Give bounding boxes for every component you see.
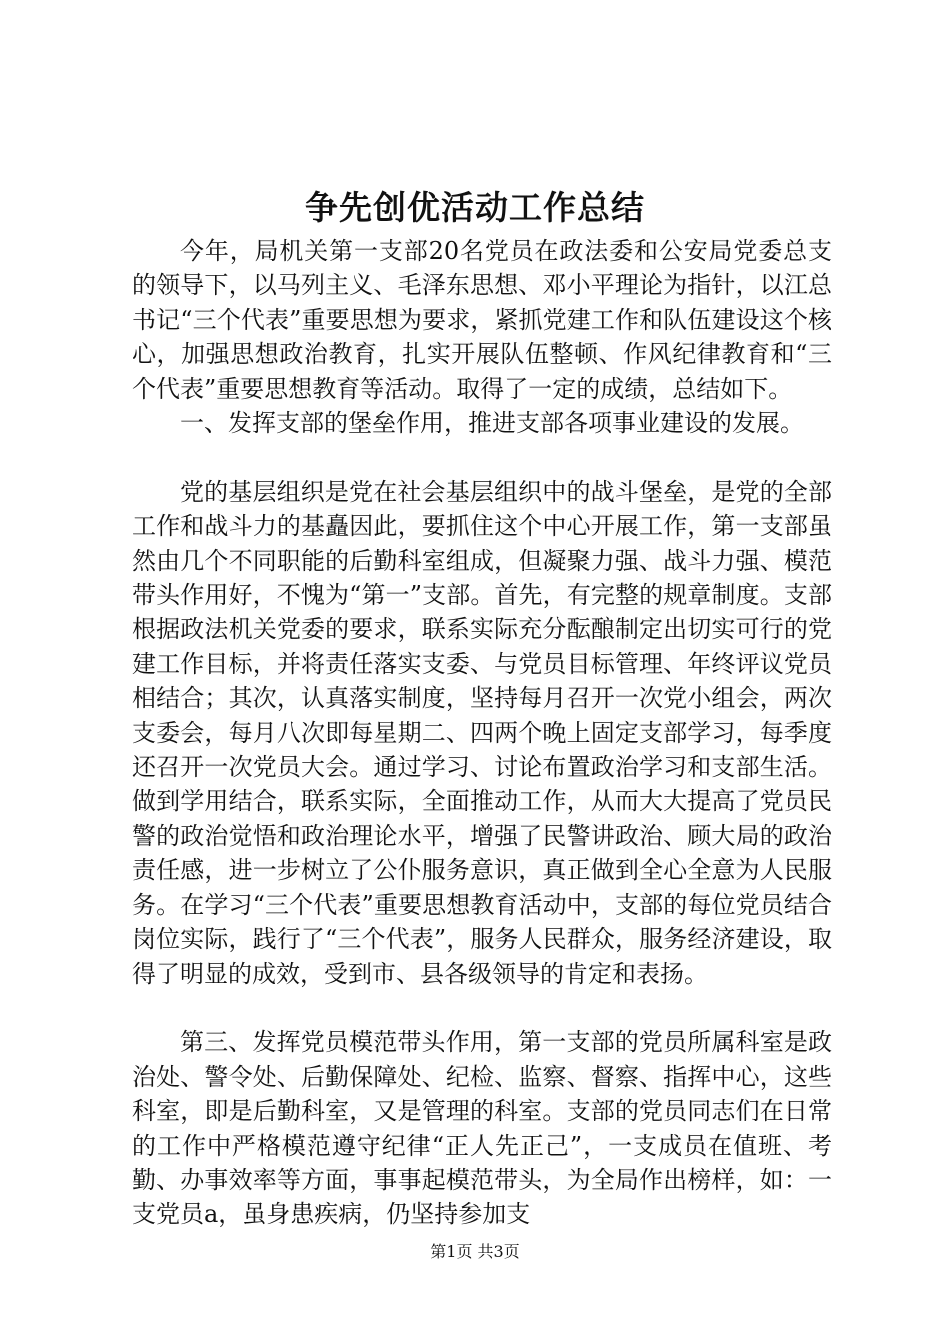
paragraph-section-3-body: 第三、发挥党员模范带头作用，第一支部的党员所属科室是政治处、警令处、后勤保障处、纪检、监察、督察、指挥中心，这些科室，即是后勤科室，又是管理的科室。支部的党员同志们在日常的工作中严格模范遵守纪律“正人先正己”，一支成员在值班、考勤、办事效率等方面，事事起模范带头，为全局作出榜样，如：一支党员a，虽身患疾病，仍坚持参加支 [132,1028,832,1229]
page-footer: 第1页 共3页 [430,1242,520,1261]
paragraph-gap [132,440,832,474]
paragraph-gap [132,991,832,1025]
paragraph-intro: 今年，局机关第一支部20名党员在政法委和公安局党委总支的领导下，以马列主义、毛泽东思想、邓小平理论为指针，以江总书记“三个代表”重要思想为要求，紧抓党建工作和队伍建设这个核心，加强思想政治教育，扎实开展队伍整顿、作风纪律教育和“三个代表”重要思想教育等活动。取得了一定的成绩，总结如下。 [132,237,832,403]
section-heading-1: 一、发挥支部的堡垒作用，推进支部各项事业建设的发展。 [180,409,804,438]
paragraph-section-1-body: 党的基层组织是党在社会基层组织中的战斗堡垒，是党的全部工作和战斗力的基矗因此，要抓住这个中心开展工作，第一支部虽然由几个不同职能的后勤科室组成，但凝聚力强、战斗力强、模范带头作用好，不愧为“第一”支部。首先，有完整的规章制度。支部根据政法机关党委的要求，联系实际充分酝酿制定出切实可行的党建工作目标，并将责任落实支委、与党员目标管理、年终评议党员相结合；其次，认真落实制度，坚持每月召开一次党小组会，两次支委会，每月八次即每星期二、四两个晚上固定支部学习，每季度还召开一次党员大会。通过学习、讨论布置政治学习和支部生活。做到学用结合，联系实际，全面推动工作，从而大大提高了党员民警的政治觉悟和政治理论水平，增强了民警讲政治、顾大局的政治责任感，进一步树立了公仆服务意识，真正做到全心全意为人民服务。在学习“三个代表”重要思想教育活动中，支部的每位党员结合岗位实际，践行了“三个代表”，服务人民群众，服务经济建设，取得了明显的成效，受到市、县各级领导的肯定和表扬。 [132,477,832,988]
document-body [132,234,832,1232]
page-title: 争先创优活动工作总结 [305,188,645,227]
